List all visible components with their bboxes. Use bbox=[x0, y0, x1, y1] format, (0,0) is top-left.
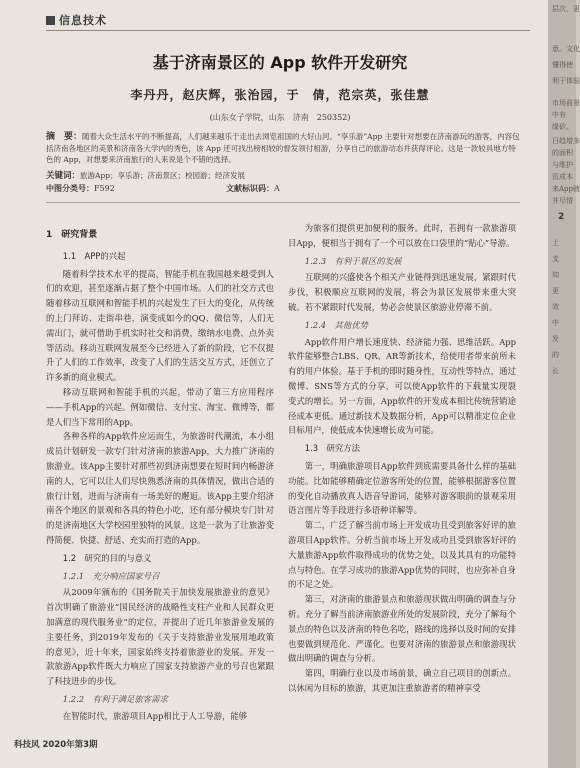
edge-text: 市场前景 bbox=[552, 99, 580, 107]
paragraph: 第四，明确行业以及市场前景，确立自己项目的创新点。以休闲为目标的旅游，其更加注重旅游者的精神享受 bbox=[288, 668, 516, 693]
edge-text: 知 bbox=[552, 271, 559, 279]
edge-text: 发 bbox=[552, 335, 559, 343]
heading-1-2-1: 1.2.1 充分响应国家号召 bbox=[62, 570, 160, 581]
keywords-text: 旅游App；享乐游；济南景区；校园游；经济发展 bbox=[80, 171, 246, 180]
heading-1-1: 1.1 APP的兴起 bbox=[62, 250, 126, 261]
article-affiliation: (山东女子学院，山东 济南 250352) bbox=[209, 113, 351, 122]
edge-text: 利于体验 bbox=[552, 77, 580, 85]
edge-text: 缘矽。 bbox=[552, 123, 573, 131]
edge-text: 中有 bbox=[552, 111, 566, 119]
edge-text: 日趋增多 bbox=[552, 137, 580, 145]
keywords bbox=[46, 169, 520, 181]
edge-text: 资成本 bbox=[552, 173, 573, 181]
edge-text: 中 bbox=[552, 319, 559, 327]
article-title: 基于济南景区的 App 软件开发研究 bbox=[152, 53, 408, 72]
edge-text: 的 bbox=[552, 351, 559, 359]
classification-number bbox=[46, 183, 115, 194]
heading-1: 1 研究背景 bbox=[46, 230, 98, 240]
right-column bbox=[288, 221, 516, 696]
heading-1-2: 1.2 研究的目的与意义 bbox=[62, 552, 152, 563]
section-header bbox=[46, 12, 107, 28]
paragraph: 从2009年颁布的《国务院关于加快发展旅游业的意见》首次明确了旅游业“国民经济的战略性支柱产业和人民群众更加满意的现代服务业”的定位，并提出了近几年旅游业发展的主要任务，到2019年发布的《关于支持旅游业发展用地政策的意见》，近十年来，国家始终支持着旅游业的发展。开发一款旅游App软件既大力响应了国家支持旅游产业的号召也紧跟了科技进步的步伐。 bbox=[46, 587, 274, 687]
section-square-icon bbox=[46, 16, 55, 25]
abstract-text: 随着大众生活水平的不断提高，人们越来越乐于走出去浏览祖国的大好山河。“享乐游”App 主要针对想要在济南游玩的游客，内容包括济南各地区的美景和济南各大学内的秀色，该 App 还可找出榜相较的督发领付相游，分享自己的旅游动态并获得评论。这是一款较具地方特色的 App，对想要来济南旅行的人来说是个不错的选择。 bbox=[46, 132, 520, 164]
paragraph: 在智能时代，旅游项目App相比于人工导游，能够 bbox=[62, 710, 248, 721]
paragraph: 随着科学技术水平的提高，智能手机在我国越来越受到人们的欢迎，甚至逐渐占据了整个中国市场。人们的社交方式也随着移动互联网和智能手机的兴起发生了巨大的变化，从传统的上门拜访、走街串巷，演变成如今的QQ、微信等，人们无需出门，就可借助手机实时社交和消费，缴纳水电费、点外卖等活动。移动互联网发展至今已经进入了新的阶段，它不仅提升了人们的工作效率，改变了人们的生活交互方式，还创立了许多新的商业模式。 bbox=[46, 268, 274, 383]
heading-1-3: 1.3 研究方法 bbox=[304, 443, 360, 454]
keywords-label: 关键词： bbox=[46, 171, 81, 181]
paragraph: 互联网的兴盛使各个相关产业链得到迅速发展，紧跟时代步伐，积极顺应互联网的发展，将会为景区发展带来重大突破。若不紧跟时代发展，势必会使景区旅游业停滞不前。 bbox=[288, 272, 516, 312]
paragraph: 各种各样的App软件应运而生，为旅游时代潮流，本小组成员计划研发一款专门针对济南的旅游App，大力推广济南的旅游业。该App主要针对那些初到济南想要在短时间内畅游济南的人，它可以让人们尽快熟悉济南的具体情况，做出合适的旅行计划，进而与济南有一场美好的邂逅。该App主要介绍济南各个地区的景观和各具的特色小吃，还有部分模块专门针对的是济南地区大学校园里独特的风景。这是一款为了让旅游变得简便、快捷、舒适、充实而打造的App。 bbox=[46, 431, 274, 545]
edge-text: 懂得使 bbox=[552, 61, 573, 69]
clc-label: 中图分类号： bbox=[46, 184, 94, 193]
article-authors: 李丹丹，赵庆辉，张治园，于 倩，范宗英，张佳慧 bbox=[130, 88, 430, 102]
heading-1-2-2: 1.2.2 有利于满足旅客需求 bbox=[62, 693, 168, 704]
edge-text: 的面积 bbox=[552, 149, 573, 157]
document-code bbox=[226, 183, 280, 194]
edge-text: 来App就 bbox=[552, 185, 580, 193]
section-header-label: 信息技术 bbox=[59, 14, 107, 27]
clc-value: F592 bbox=[94, 184, 115, 193]
adjacent-page-edge bbox=[548, 0, 580, 768]
edge-text: 效 bbox=[552, 303, 559, 311]
paragraph: 第一，明确旅游项目App软件到底需要具备什么样的基础功能。比如能够精确定位游客所处的位置，能够根据游客位置的变化自动播放真人语音导游词，能够对游客眼前的景观采用语言图片等手段进行多语种详解等。 bbox=[288, 460, 516, 516]
abstract-label: 摘 要： bbox=[46, 132, 83, 142]
edge-text: 更 bbox=[552, 287, 559, 295]
edge-text: 层次，更 bbox=[552, 5, 580, 13]
paragraph: 为旅客们提供更加便利的服务。此时，若拥有一款旅游项目App，便相当于拥有了一个可以放在口袋里的“贴心”导游。 bbox=[288, 223, 516, 248]
abstract bbox=[46, 131, 520, 165]
edge-section-number: 2 bbox=[558, 212, 565, 222]
edge-text: 上 bbox=[552, 239, 559, 247]
doccode-label: 文献标识码： bbox=[226, 184, 274, 193]
doccode-value: A bbox=[274, 184, 280, 193]
header-divider bbox=[46, 30, 530, 31]
paragraph: 第二，广泛了解当前市场上开发成功且受到旅客好评的旅游项目App软件。分析当前市场上开发成功且受到旅客好评的大量旅游App软件取得成功的优势之处，以及其具有的功能特点与特色。在学习成功的旅游App优势的同时，也应弥补自身的不足之处。 bbox=[288, 520, 516, 590]
edge-text: 支 bbox=[552, 255, 559, 263]
edge-text: 长 bbox=[552, 367, 559, 375]
heading-1-2-4: 1.2.4 其他优势 bbox=[304, 319, 368, 330]
paragraph: App软件用户增长速度快、经济能力强、思维活跃。App软件能够整合LBS、QR、AR等新技术，给使用者带来前所未有的用户体验。基于手机的即时随身性，互动性等特点，通过微博、SNS等方式的分享，可以使App软件的下载量实现裂变式的增长。另一方面，App软件的开发成本相比传统营销途径成本更低。通过新技术及数据分析，App可以精准定位企业目标用户，使低成本快速增长成为可能。 bbox=[288, 336, 516, 436]
heading-1-2-3: 1.2.3 有利于景区的发展 bbox=[304, 255, 402, 266]
paragraph: 第三，对济南的旅游景点和旅游现状做出明确的调查与分析。充分了解当前济南旅游业所处的发展阶段，充分了解每个景点的特色以及济南的特色名吃，路线的选择以及时间的安排也要做到规范化、严谨化。也要对济南的旅游景点和旅游现状做出明确的调查与分析。 bbox=[288, 594, 516, 664]
edge-text: 意。文化 bbox=[552, 45, 580, 53]
abstract-divider bbox=[46, 202, 520, 203]
edge-text: 与维护 bbox=[552, 161, 573, 169]
page-footer: 科技风 2020年第3期 bbox=[14, 740, 98, 750]
left-column bbox=[46, 226, 274, 724]
paragraph: 移动互联网和智能手机的兴起，带动了第三方应用程序——手机App的兴起。例如微信、支付宝、淘宝、微博等，都是人们当下常用的App。 bbox=[46, 386, 274, 427]
edge-text: 并尽情 bbox=[552, 197, 573, 205]
